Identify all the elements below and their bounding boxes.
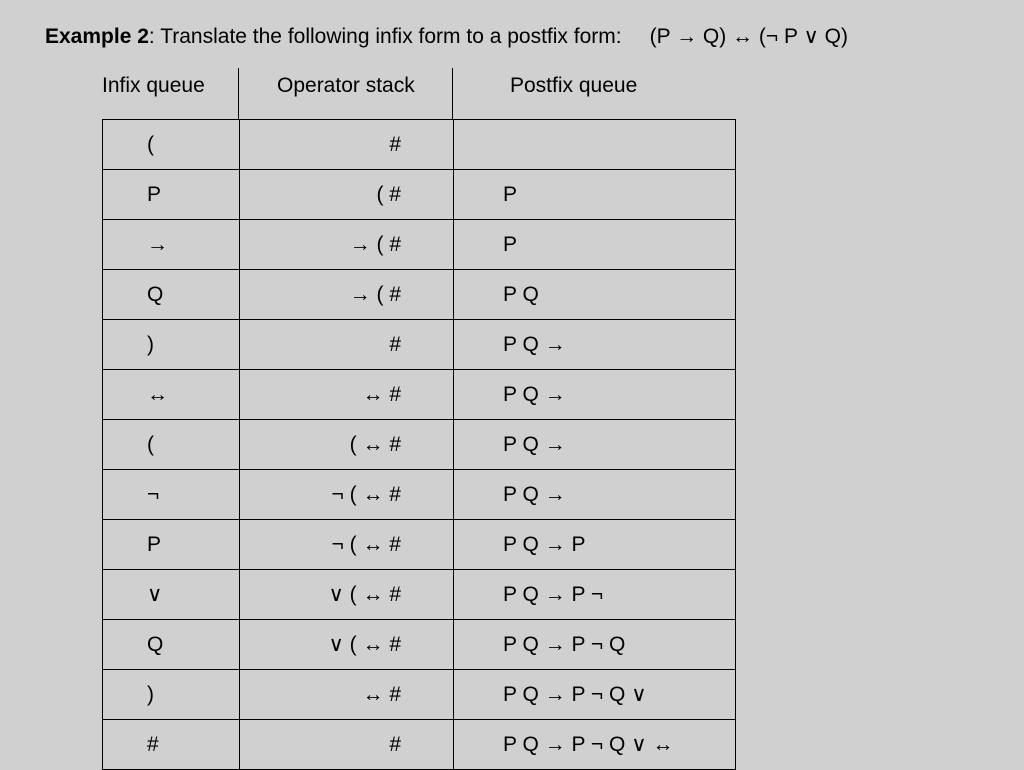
postfix-cell [453,620,736,669]
stack-cell [239,370,454,419]
stack-cell [239,670,454,719]
infix-cell: → [147,233,168,256]
table-row [103,120,735,170]
postfix-value: P Q [503,283,539,306]
conversion-table [102,119,736,770]
header-operator-stack: Operator stack [277,74,415,97]
table-row [103,570,735,620]
header-divider-left [238,68,239,120]
postfix-value: P Q → [503,383,566,406]
infix-cell: ∨ [147,583,163,606]
stack-cell [239,520,454,569]
stack-cell [239,270,454,319]
postfix-value: P Q → [503,433,566,456]
stack-cell [239,420,454,469]
table-row [103,370,735,420]
stack-value: ¬ ( ↔ # [331,483,401,506]
postfix-cell [453,370,736,419]
postfix-cell [453,420,736,469]
stack-value: ↔ # [362,683,401,706]
table-row [103,420,735,470]
stack-value: ∨ ( ↔ # [328,633,401,656]
stack-cell [239,170,454,219]
postfix-cell [453,320,736,369]
stack-value: ∨ ( ↔ # [328,583,401,606]
table-row [103,670,735,720]
table-row [103,320,735,370]
postfix-cell [453,720,736,769]
table-row [103,170,735,220]
stack-cell [239,620,454,669]
postfix-value: P [503,183,518,206]
stack-value: → ( # [349,233,401,256]
table-row [103,720,735,770]
stack-value: # [389,133,401,156]
postfix-value: P Q → [503,483,566,506]
title-text: : Translate the following infix form to a postfix form: [148,25,622,48]
stack-value: → ( # [349,283,401,306]
postfix-cell [453,220,736,269]
infix-cell: ( [147,433,154,456]
stack-cell [239,570,454,619]
table-row [103,270,735,320]
postfix-value: P Q → P ¬ Q ∨ [503,683,647,706]
postfix-cell [453,270,736,319]
stack-value: # [389,333,401,356]
stack-cell [239,720,454,769]
infix-cell: Q [147,283,164,306]
infix-cell: ) [147,333,154,356]
infix-cell: ↔ [147,383,168,406]
infix-expression: (P → Q) ↔ (¬ P ∨ Q) [649,25,848,48]
infix-cell: ¬ [147,483,160,506]
stack-value: ( # [376,183,401,206]
postfix-cell [453,120,736,169]
example-label: Example 2 [45,25,149,48]
table-row [103,470,735,520]
table-row [103,520,735,570]
infix-cell: ) [147,683,154,706]
header-divider-right [452,68,453,120]
postfix-cell [453,520,736,569]
postfix-cell [453,170,736,219]
postfix-cell [453,570,736,619]
stack-cell [239,470,454,519]
table-row [103,220,735,270]
postfix-cell [453,670,736,719]
postfix-value: P Q → P ¬ [503,583,604,606]
stack-cell [239,120,454,169]
stack-cell [239,220,454,269]
postfix-value: P Q → P [503,533,586,556]
header-infix-queue: Infix queue [102,74,205,97]
postfix-value: P Q → P ¬ Q [503,633,626,656]
stack-cell [239,320,454,369]
stack-value: ↔ # [362,383,401,406]
header-postfix-queue: Postfix queue [510,74,638,97]
postfix-value: P Q → P ¬ Q ∨ ↔ [503,733,674,756]
infix-cell: Q [147,633,164,656]
infix-cell: # [147,733,159,756]
postfix-cell [453,470,736,519]
infix-cell: ( [147,133,154,156]
stack-value: ¬ ( ↔ # [331,533,401,556]
stack-value: ( ↔ # [349,433,401,456]
infix-cell: P [147,183,162,206]
table-row [103,620,735,670]
postfix-value: P [503,233,518,256]
stack-value: # [389,733,401,756]
postfix-value: P Q → [503,333,566,356]
slide-title [45,24,848,50]
infix-cell: P [147,533,162,556]
